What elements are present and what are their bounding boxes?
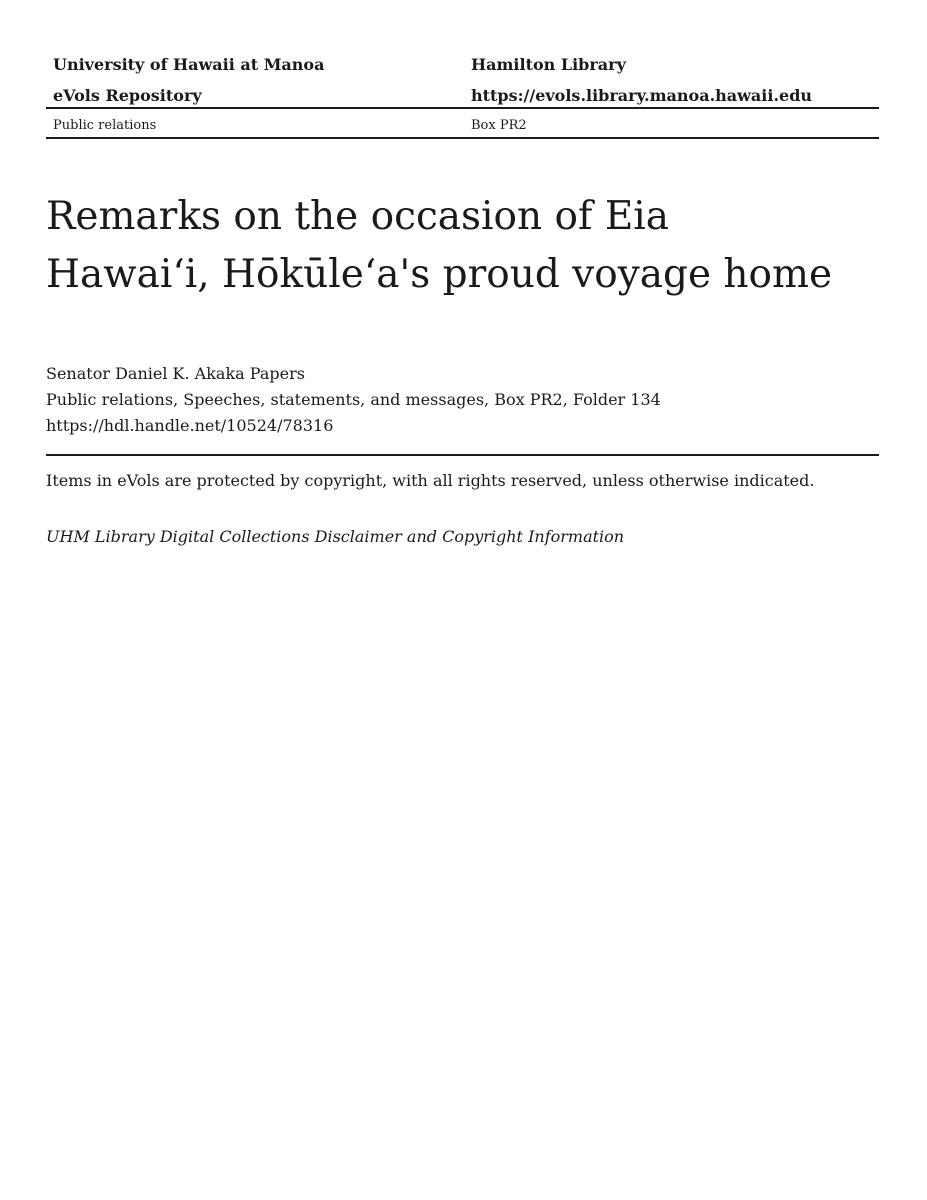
library-name: Hamilton Library [471, 55, 626, 74]
repository-name: eVols Repository [53, 86, 202, 105]
header-row-series [46, 117, 879, 135]
header-divider-bottom [46, 137, 879, 139]
series-name: Public relations [53, 118, 157, 133]
repository-url[interactable]: https://evols.library.manoa.hawaii.edu [471, 86, 813, 105]
header-row-second [46, 86, 879, 106]
metadata-divider [46, 454, 879, 456]
handle-link[interactable]: https://hdl.handle.net/10524/78316 [46, 416, 334, 435]
institution-name: University of Hawaii at Manoa [53, 55, 325, 74]
title-line-1: Remarks on the occasion of Eia [46, 194, 670, 239]
copyright-notice: Items in eVols are protected by copyright, with all rights reserved, unless otherwise indicated. [46, 471, 815, 490]
box-label: Box PR2 [471, 118, 527, 133]
title-line-2: Hawaiʻi, Hōkūleʻa's proud voyage home [46, 252, 833, 297]
document-title [46, 188, 879, 304]
document-metadata [46, 361, 879, 439]
header-divider-top [46, 107, 879, 109]
disclaimer-link[interactable]: UHM Library Digital Collections Disclaimer and Copyright Information [46, 527, 625, 546]
collection-name: Senator Daniel K. Akaka Papers [46, 364, 305, 383]
header-row-top [46, 55, 879, 75]
folder-location: Public relations, Speeches, statements, and messages, Box PR2, Folder 134 [46, 390, 661, 409]
